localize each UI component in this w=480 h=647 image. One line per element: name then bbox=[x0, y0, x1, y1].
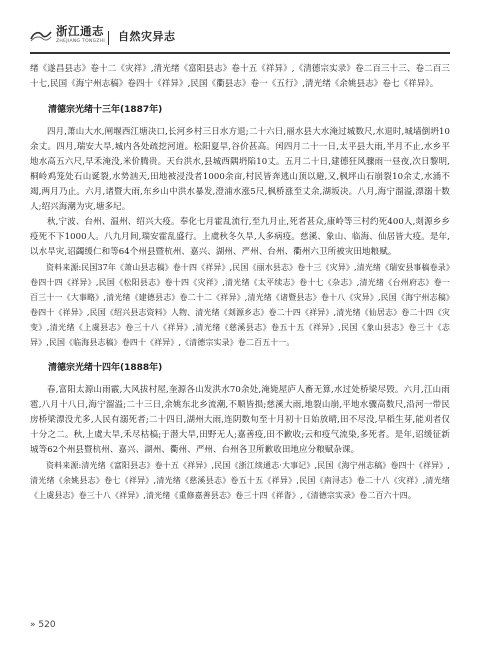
page-arrow-icon: » bbox=[30, 620, 36, 630]
header-rule bbox=[30, 52, 450, 54]
paragraph-1887-floods: 四月,萧山大水,闸堰西江塘决口,长河乡村三日水方退;二十六日,丽水县大水淹过城数尺,水退时,城墙倒坍10余丈。四月,瑞安大旱,城内各处疏挖河道。松阳夏旱,谷价甚高。闰四月二十一日,太平县大雨,半月不止,水乡平地水高五六尺,早禾淹没,米价腾贵。天台洪水,县城西隅坍陷10丈。五月二十日,建德狂风骤雨一昼夜,次日黎明,桐岭鸡笼处石山诞裂,水势汹天,田地被浸没者1000余亩,村民皆奔逃山顶以避,又,枫坪山石崩裂10余丈,水涌不竭,两月乃止。六月,诸暨大雨,东乡山中洪水暴发,澄浦水涨5尺,枫桥涨至丈余,湖坂决。八月,海宁溜溢,漂溺十数人;绍兴海潮为灾,塘多圮。 bbox=[30, 127, 450, 212]
page-footer bbox=[30, 620, 56, 630]
source-paragraph-1887: 资料来源:民国37年《萧山县志稿》卷十四《祥异》,民国《丽水县志》卷十三《灾异》,清光绪《瑞安县事稿卷录》卷四十四《祥异》,民国《松阳县志》卷十四《灾祥》,清光绪《太平续志》卷十七《杂志》,清光绪《台州府志》卷一百三十一《大事略》,清光绪《建德县志》卷二十二《祥异》,清光绪《诸暨县志》卷十八《灾异》,民国《海宁州志稿》卷四十《祥异》,民国《绍兴县志资料》人物、清光绪《剡源乡志》卷二十四《祥异》,清光绪《仙居志》卷二十四《灾变》,清光绪《上虞县志》卷三十八《祥异》,清光绪《慈溪县志》卷五十五《祥异》,民国《象山县志》卷三十《志异》,民国《临海县志稿》卷四十《祥异》,《清德宗实录》卷二百五十一。 bbox=[30, 263, 450, 347]
year-heading-1888: 清德宗光绪十四年(1888年) bbox=[48, 363, 163, 373]
page-body bbox=[30, 62, 450, 503]
wave-logo-icon bbox=[30, 28, 52, 42]
logo-title: 浙江通志 bbox=[56, 24, 104, 38]
page-number: 520 bbox=[38, 620, 56, 630]
logo-subtitle: ZHEJIANG TONGZHI bbox=[56, 39, 106, 44]
year-heading-1887: 清德宗光绪十三年(1887年) bbox=[48, 105, 163, 115]
continued-source-paragraph: 绪《遂昌县志》卷十二《灾祥》,清光绪《富阳县志》卷十五《祥异》,《清德宗实录》卷二百三十三、卷二百三十七,民国《海宁州志稿》卷四十《祥异》,民国《衢县志》卷一《五行》,清光绪《余姚县志》卷七《祥异》。 bbox=[30, 64, 450, 89]
paragraph-1887-epidemic: 秋,宁波、台州、温州、绍兴大疫。奉化七月霍乱流行,至九月止,死者甚众,康岭等三村约死400人,剡源乡乡疫死不下1000人。八九月间,瑞安霍乱盛行。上虞秋冬久旱,人多病疫。慈溪、象山、临海、仙居皆大疫。是年,以水旱灾,诏蠲缓仁和等64个州县暨杭州、嘉兴、湖州、严州、台州、衢州六卫所被灾田地粮赋。 bbox=[30, 217, 450, 257]
header-divider bbox=[108, 31, 109, 45]
paragraph-1888-disasters: 春,富阳太源山雨霰,大风拔村屋,奎源各山发洪水70余处,淹毙屋庐人畜无算,水过处桥梁尽毁。六月,江山雨雹,八月十八日,海宁溜溢;二十三日,余姚东北乡流潮,不顺皆损;慈溪大雨,地裂山崩,平地水骤高数尺,沿河一带民房桥梁漂没尤多,人民有溺死者;二十四日,湖州大雨,连阴数旬至十月初十日始放晴,田不尽没,早稻生芽,能刈者仅十分之二。秋,上虞大旱,禾尽枯槁;于潜大旱,田野无人;嘉善疫,田不歉收;云和疫气流染,多死者。是年,诏缓征新城等62个州县暨杭州、嘉兴、湖州、衢州、严州、台州各卫所歉收田地应分粮赋杂课。 bbox=[30, 385, 450, 455]
page-header bbox=[0, 0, 480, 60]
source-paragraph-1888: 资料来源:清光绪《富阳县志》卷十五《祥异》,民国《浙江续通志·大事记》,民国《海宁州志稿》卷四十《祥异》,清光绪《余姚县志》卷七《祥异》,清光绪《慈溪县志》卷五十五《祥异》,民国《南浔志》卷二十八《灾祥》,清光绪《上虞县志》卷三十八《祥异》,清光绪《重修嘉善县志》卷三十四《祥眚》,《清德宗实录》卷二百六十四。 bbox=[30, 461, 450, 500]
section-title: 自然灾异志 bbox=[118, 30, 176, 43]
